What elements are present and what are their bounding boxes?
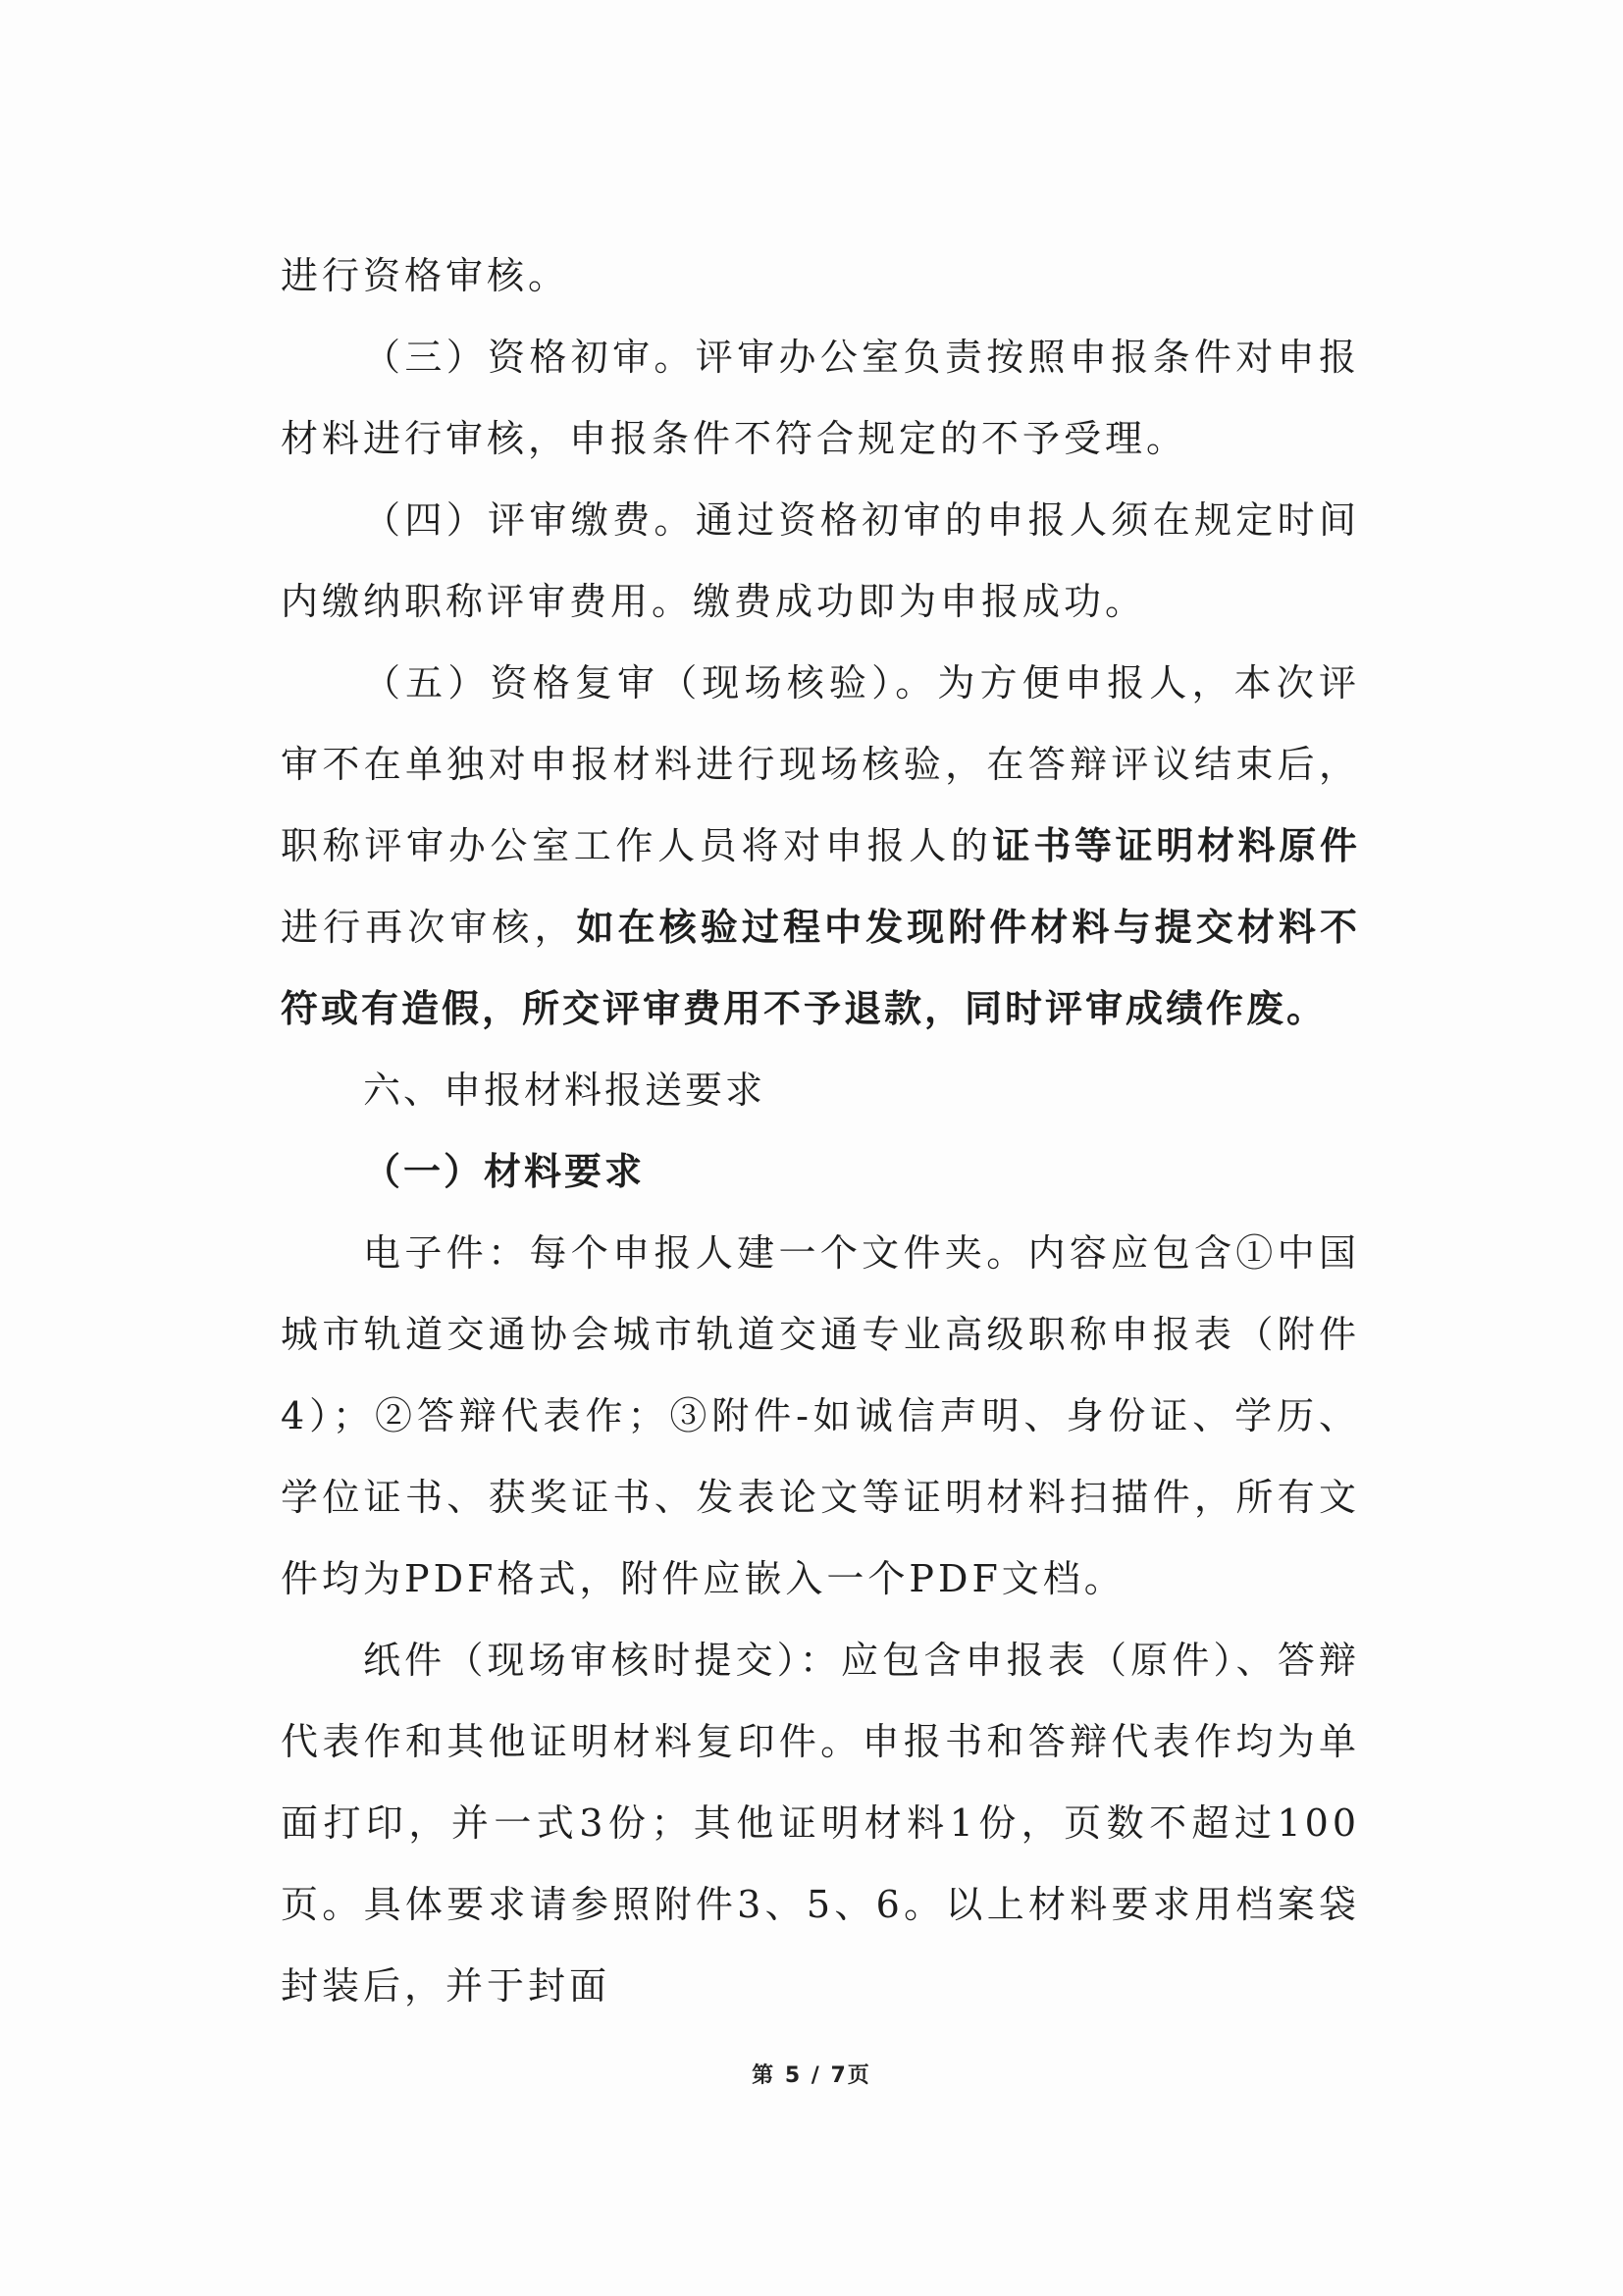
re-review-bold-warning: 如在核验过程中发现附件材料与提交材料不符或有造假，所交评审费用不予退款，同时评审成绩作废。: [281, 906, 1360, 1030]
subsection-heading-material-requirements: （一）材料要求: [363, 1150, 646, 1193]
paragraph-electronic-files: 电子件：每个申报人建一个文件夹。内容应包含①中国城市轨道交通协会城市轨道交通专业高级职称申报表（附件4）；②答辩代表作；③附件-如诚信声明、身份证、学历、学位证书、获奖证书、发表论文等证明材料扫描件，所有文件均为PDF格式，附件应嵌入一个PDF文档。: [281, 1231, 1360, 1600]
paragraph-paper-files: 纸件（现场审核时提交）：应包含申报表（原件）、答辩代表作和其他证明材料复印件。申报书和答辩代表作均为单面打印，并一式3份；其他证明材料1份，页数不超过100页。具体要求请参照附件3、5、6。以上材料要求用档案袋封装后，并于封面: [281, 1639, 1360, 2008]
paragraph-review-fee: （四）评审缴费。通过资格初审的申报人须在规定时间内缴纳职称评审费用。缴费成功即为申报成功。: [281, 498, 1360, 623]
re-review-text-c: 进行再次审核，: [281, 906, 577, 949]
paragraph-initial-review: （三）资格初审。评审办公室负责按照申报条件对申报材料进行审核，申报条件不符合规定的不予受理。: [281, 336, 1360, 460]
document-body: [281, 235, 1360, 2027]
re-review-text-a: （五）资格复审（现场核验）。为方便申报人，本次评审不在单独对申报材料进行现场核验，在答辩评议结束后，职称评审办公室工作人员将对申报人的: [281, 661, 1360, 867]
section-heading-submission-requirements: 六、申报材料报送要求: [363, 1069, 766, 1112]
paragraph-re-review: [281, 643, 1360, 1050]
page-number-footer: 第 5 / 7页: [752, 2063, 871, 2088]
re-review-bold-originals: 证书等证明材料原件: [992, 824, 1360, 867]
paragraph-qualification-review-end: 进行资格审核。: [281, 254, 570, 297]
